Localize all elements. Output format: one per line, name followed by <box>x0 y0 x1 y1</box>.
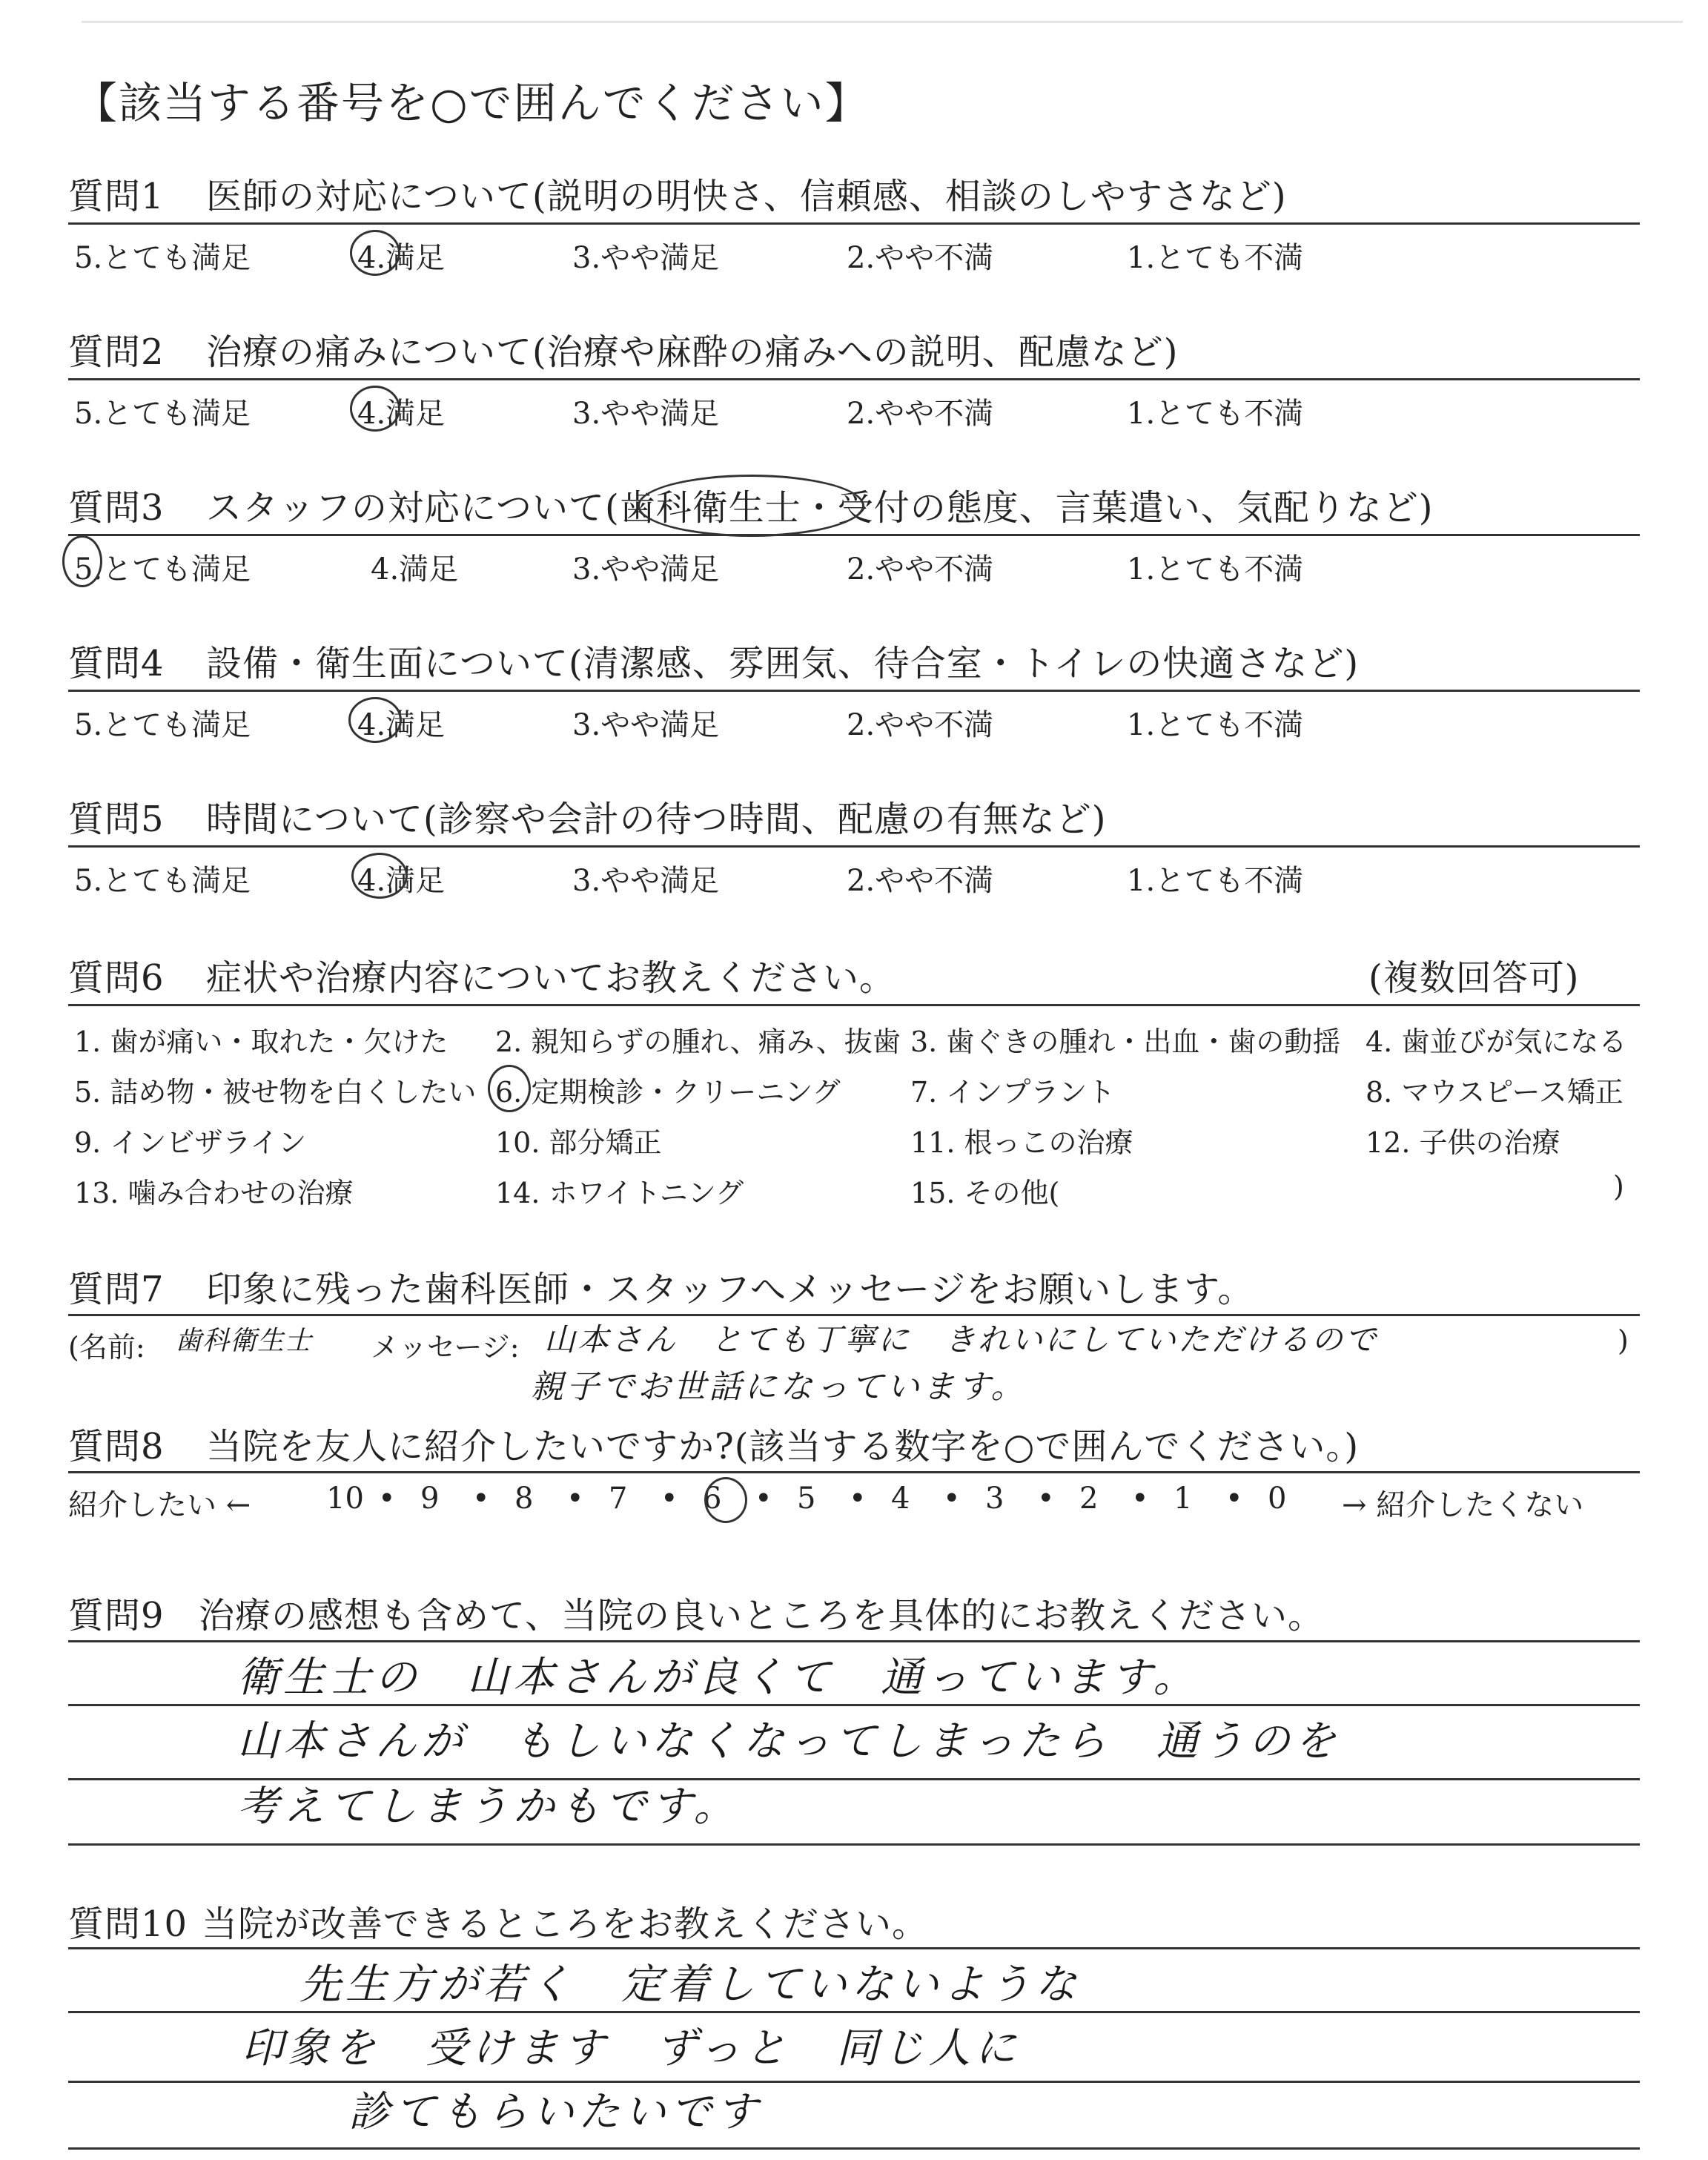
question-2-text: 治療の痛みについて(治療や麻酔の痛みへの説明、配慮など) <box>206 331 1179 373</box>
question-9-text: 治療の感想も含めて、当院の良いところを具体的にお教えください。 <box>199 1595 1325 1636</box>
q6-option-15-close: ) <box>1613 1170 1624 1203</box>
q6-selection-circle <box>488 1065 531 1112</box>
q1-option-2[interactable]: 2.やや不満 <box>847 241 994 275</box>
question-4-rule <box>68 690 1640 692</box>
page-title: 【該当する番号を○で囲んでください】 <box>74 78 870 128</box>
q8-scale-value-3[interactable]: 3 <box>985 1482 1004 1516</box>
q8-scale-separator: • <box>755 1482 772 1516</box>
question-6-label: 質問6 <box>68 957 165 999</box>
question-7-text: 印象に残った歯科医師・スタッフへメッセージをお願いします。 <box>206 1269 1254 1310</box>
question-3-text: スタッフの対応について(歯科衛生士・受付の態度、言葉遣い、気配りなど) <box>206 487 1434 529</box>
q3-staff-circle <box>638 475 864 537</box>
q7-message-line-1[interactable]: 山本さん とても丁寧に きれいにしていただけるので <box>544 1321 1379 1358</box>
q8-selection-circle <box>704 1477 747 1523</box>
q1-selection-circle <box>350 230 400 276</box>
q8-scale-separator: • <box>1131 1482 1149 1516</box>
q8-scale-value-1[interactable]: 1 <box>1174 1482 1193 1516</box>
q2-option-2[interactable]: 2.やや不満 <box>847 397 994 431</box>
q4-selection-circle <box>348 697 402 743</box>
q6-option-14[interactable]: 14. ホワイトニング <box>495 1177 744 1209</box>
q8-scale-separator: • <box>1037 1482 1055 1516</box>
question-10-label: 質問10 <box>68 1903 188 1945</box>
q1-option-4[interactable]: 4.満足 <box>357 241 446 275</box>
q7-message-prefix: メッセージ: <box>371 1331 520 1364</box>
q9-rule-1 <box>68 1640 1640 1642</box>
q3-option-1[interactable]: 1.とても不満 <box>1127 552 1304 587</box>
q10-rule-4 <box>68 2147 1640 2150</box>
q10-rule-3 <box>68 2081 1640 2083</box>
question-4-text: 設備・衛生面について(清潔感、雰囲気、待合室・トイレの快適さなど) <box>206 643 1360 684</box>
q3-option-5[interactable]: 5.とても満足 <box>74 552 251 587</box>
q3-option-4[interactable]: 4.満足 <box>371 552 459 587</box>
question-10-text: 当院が改善できるところをお教えください。 <box>202 1903 929 1945</box>
question-5-rule <box>68 845 1640 848</box>
q6-option-3[interactable]: 3. 歯ぐきの腫れ・出血・歯の動揺 <box>910 1025 1341 1058</box>
question-8-text: 当院を友人に紹介したいですか?(該当する数字を○で囲んでください。) <box>206 1426 1360 1467</box>
q6-option-15[interactable]: 15. その他( <box>910 1177 1060 1209</box>
q3-option-2[interactable]: 2.やや不満 <box>847 552 994 587</box>
q2-selection-circle <box>350 386 400 432</box>
question-1-label: 質問1 <box>68 176 165 217</box>
q5-option-3[interactable]: 3.やや満足 <box>572 864 720 898</box>
q8-scale-value-2[interactable]: 2 <box>1079 1482 1099 1516</box>
q8-scale-value-10[interactable]: 10 <box>326 1482 364 1516</box>
q6-option-2[interactable]: 2. 親知らずの腫れ、痛み、抜歯 <box>495 1025 901 1058</box>
q6-option-13[interactable]: 13. 噛み合わせの治療 <box>74 1177 354 1209</box>
q7-name-prefix: (名前: <box>68 1331 145 1364</box>
q4-option-5[interactable]: 5.とても満足 <box>74 708 251 742</box>
q2-option-5[interactable]: 5.とても満足 <box>74 397 251 431</box>
question-2-rule <box>68 378 1640 380</box>
q8-scale-value-4[interactable]: 4 <box>891 1482 910 1516</box>
question-7-label: 質問7 <box>68 1269 165 1310</box>
q9-rule-4 <box>68 1843 1640 1846</box>
question-5-label: 質問5 <box>68 799 165 840</box>
q8-scale-value-8[interactable]: 8 <box>514 1482 534 1516</box>
q8-scale-value-5[interactable]: 5 <box>797 1482 816 1516</box>
q1-option-5[interactable]: 5.とても満足 <box>74 241 251 275</box>
question-1-rule <box>68 222 1640 225</box>
question-8-label: 質問8 <box>68 1426 165 1467</box>
q10-answer-line-2[interactable]: 印象を 受けます ずっと 同じ人に <box>242 2024 1021 2073</box>
q8-scale-separator: • <box>661 1482 678 1516</box>
q2-option-1[interactable]: 1.とても不満 <box>1127 397 1304 431</box>
q2-option-4[interactable]: 4.満足 <box>357 397 446 431</box>
q5-option-4[interactable]: 4.満足 <box>357 864 446 898</box>
q6-option-11[interactable]: 11. 根っこの治療 <box>910 1126 1133 1159</box>
q8-scale-value-7[interactable]: 7 <box>609 1482 628 1516</box>
q4-option-3[interactable]: 3.やや満足 <box>572 708 720 742</box>
q2-option-3[interactable]: 3.やや満足 <box>572 397 720 431</box>
q1-option-1[interactable]: 1.とても不満 <box>1127 241 1304 275</box>
q8-scale-separator: • <box>849 1482 867 1516</box>
q6-option-8[interactable]: 8. マウスピース矯正 <box>1366 1076 1623 1109</box>
q9-answer-line-2[interactable]: 山本さんが もしいなくなってしまったら 通うのを <box>237 1717 1340 1766</box>
question-6-text: 症状や治療内容についてお教えください。 <box>206 957 896 999</box>
q7-name-value[interactable]: 歯科衛生士 <box>175 1326 313 1356</box>
q8-scale-value-6[interactable]: 6 <box>703 1482 722 1516</box>
q8-scale-separator: • <box>472 1482 490 1516</box>
q9-rule-2 <box>68 1704 1640 1706</box>
question-4-label: 質問4 <box>68 643 165 684</box>
question-2-label: 質問2 <box>68 331 165 373</box>
question-8-rule <box>68 1471 1640 1473</box>
q6-option-5[interactable]: 5. 詰め物・被せ物を白くしたい <box>74 1076 477 1109</box>
q8-scale-separator: • <box>566 1482 584 1516</box>
q1-option-3[interactable]: 3.やや満足 <box>572 241 720 275</box>
q6-option-7[interactable]: 7. インプラント <box>910 1076 1116 1109</box>
q8-scale-value-0[interactable]: 0 <box>1268 1482 1287 1516</box>
q7-message-line-2[interactable]: 親子でお世話になっています。 <box>531 1368 1027 1406</box>
q10-rule-1 <box>68 1947 1640 1949</box>
q8-scale-separator: • <box>1225 1482 1243 1516</box>
question-3-rule <box>68 534 1640 536</box>
q10-answer-line-1[interactable]: 先生方が若く 定着していないような <box>299 1961 1081 2009</box>
q9-answer-line-1[interactable]: 衛生士の 山本さんが良くて 通っています。 <box>237 1654 1199 1702</box>
q8-right-label: → 紹介したくない <box>1342 1488 1584 1522</box>
top-border <box>82 21 1683 23</box>
question-1-text: 医師の対応について(説明の明快さ、信頼感、相談のしやすさなど) <box>206 176 1287 217</box>
q10-answer-line-3[interactable]: 診てもらいたいです <box>348 2088 762 2136</box>
q8-scale-separator: • <box>943 1482 961 1516</box>
q4-option-1[interactable]: 1.とても不満 <box>1127 708 1304 742</box>
question-6-rule <box>68 1004 1640 1006</box>
q6-option-12[interactable]: 12. 子供の治療 <box>1366 1126 1560 1159</box>
q10-rule-2 <box>68 2011 1640 2013</box>
q3-selection-circle <box>62 535 102 587</box>
q6-option-4[interactable]: 4. 歯並びが気になる <box>1366 1025 1627 1058</box>
q9-answer-line-3[interactable]: 考えてしまうかもです。 <box>237 1783 740 1831</box>
question-5-text: 時間について(診察や会計の待つ時間、配慮の有無など) <box>206 799 1107 840</box>
q6-option-1[interactable]: 1. 歯が痛い・取れた・欠けた <box>74 1025 448 1058</box>
q3-option-3[interactable]: 3.やや満足 <box>572 552 720 587</box>
q5-selection-circle <box>351 853 408 899</box>
q8-scale-value-9[interactable]: 9 <box>420 1482 440 1516</box>
q6-option-6[interactable]: 6. 定期検診・クリーニング <box>495 1076 841 1109</box>
question-6-note: (複数回答可) <box>1368 957 1580 999</box>
q5-option-1[interactable]: 1.とても不満 <box>1127 864 1304 898</box>
q7-close-paren: ) <box>1618 1324 1629 1357</box>
q4-option-4[interactable]: 4.満足 <box>357 708 446 742</box>
question-3-label: 質問3 <box>68 487 165 529</box>
q4-option-2[interactable]: 2.やや不満 <box>847 708 994 742</box>
q6-option-10[interactable]: 10. 部分矯正 <box>495 1126 662 1159</box>
q8-left-label: 紹介したい ← <box>68 1488 251 1522</box>
q6-option-9[interactable]: 9. インビザライン <box>74 1126 307 1159</box>
q5-option-2[interactable]: 2.やや不満 <box>847 864 994 898</box>
question-9-label: 質問9 <box>68 1595 165 1636</box>
q8-scale-separator: • <box>378 1482 396 1516</box>
q5-option-5[interactable]: 5.とても満足 <box>74 864 251 898</box>
